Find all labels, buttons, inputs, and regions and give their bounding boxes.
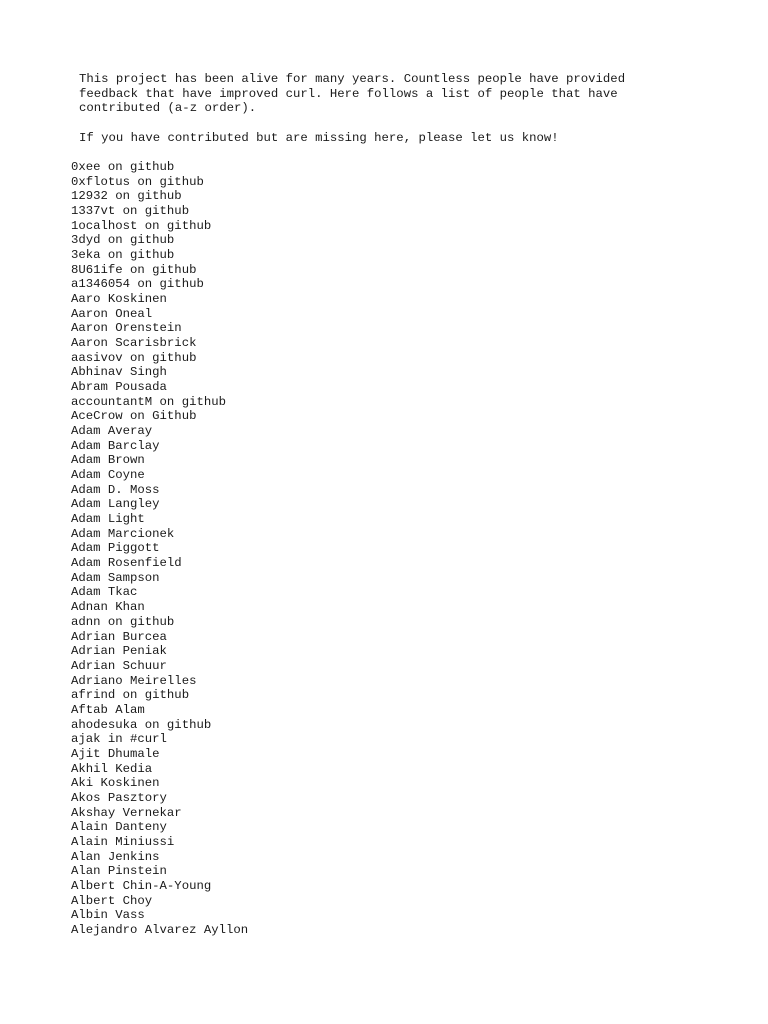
contributor-name: ajak in #curl [71,732,167,747]
contributor-name: Alejandro Alvarez Ayllon [71,922,249,937]
contributor-name: 12932 on github [71,189,182,204]
contributor-name: Akos Pasztory [71,790,167,805]
contributor-name: Alain Miniussi [71,834,175,849]
contributor-name: Adam Marcionek [71,526,175,541]
contributor-name: afrind on github [71,688,190,703]
contributor-name: Albert Chin-A-Young [71,878,212,893]
contributor-name: Alan Pinstein [71,864,167,879]
contributor-name: Akshay Vernekar [71,805,182,820]
intro-line-3: contributed (a-z order). [79,101,257,116]
contributor-name: Aaron Oneal [71,306,153,321]
contributor-list [71,160,248,938]
contributor-name: Adam Barclay [71,438,160,453]
contributor-name: Adam Tkac [71,585,138,600]
contributor-name: Adam Sampson [71,570,160,585]
contributor-name: aasivov on github [71,350,197,365]
intro-paragraph [79,72,719,116]
contributor-name: 1ocalhost on github [71,218,212,233]
contributor-name: Adam Langley [71,497,160,512]
contributor-name: Aaro Koskinen [71,292,167,307]
contributor-name: Adnan Khan [71,600,145,615]
contributor-name: Akhil Kedia [71,761,153,776]
contributor-name: Adam Averay [71,424,153,439]
contributor-name: Adam Rosenfield [71,556,182,571]
contributor-name: Aaron Scarisbrick [71,336,197,351]
contributor-name: Adrian Burcea [71,629,167,644]
contributor-name: Abhinav Singh [71,365,167,380]
contributor-name: ahodesuka on github [71,717,212,732]
contributor-name: Adam D. Moss [71,482,160,497]
contributor-name: Albin Vass [71,908,145,923]
contributor-name: Adrian Schuur [71,658,167,673]
contributor-name: Aftab Alam [71,702,145,717]
contributor-name: Abram Pousada [71,380,167,395]
contributor-name: Adam Coyne [71,468,145,483]
contributor-name: accountantM on github [71,394,226,409]
contributor-name: a1346054 on github [71,277,204,292]
contributor-name: 3dyd on github [71,233,175,248]
contributor-name: Alain Danteny [71,820,167,835]
contributor-name: adnn on github [71,614,175,629]
contributor-name: Ajit Dhumale [71,746,160,761]
contributor-name: Albert Choy [71,893,153,908]
contributor-name: 1337vt on github [71,204,190,219]
contributor-name: 0xflotus on github [71,174,204,189]
contributor-name: Adam Piggott [71,541,160,556]
contributor-name: 0xee on github [71,160,175,174]
contributor-name: Aki Koskinen [71,776,160,791]
contributor-name: Adam Brown [71,453,145,468]
contributor-name: Adriano Meirelles [71,673,197,688]
contributor-name: Alan Jenkins [71,849,160,864]
contributor-name: Aaron Orenstein [71,321,182,336]
intro-line-2: feedback that have improved curl. Here follows a list of people that have [79,86,618,101]
intro-line-1: This project has been alive for many years. Countless people have provided [79,72,626,86]
contributor-name: 8U61ife on github [71,262,197,277]
missing-contributor-notice: If you have contributed but are missing here, please let us know! [79,131,559,145]
contributor-name: Adrian Peniak [71,644,167,659]
contributor-name: 3eka on github [71,248,175,263]
contributor-name: Adam Light [71,512,145,527]
contributor-name: AceCrow on Github [71,409,197,424]
